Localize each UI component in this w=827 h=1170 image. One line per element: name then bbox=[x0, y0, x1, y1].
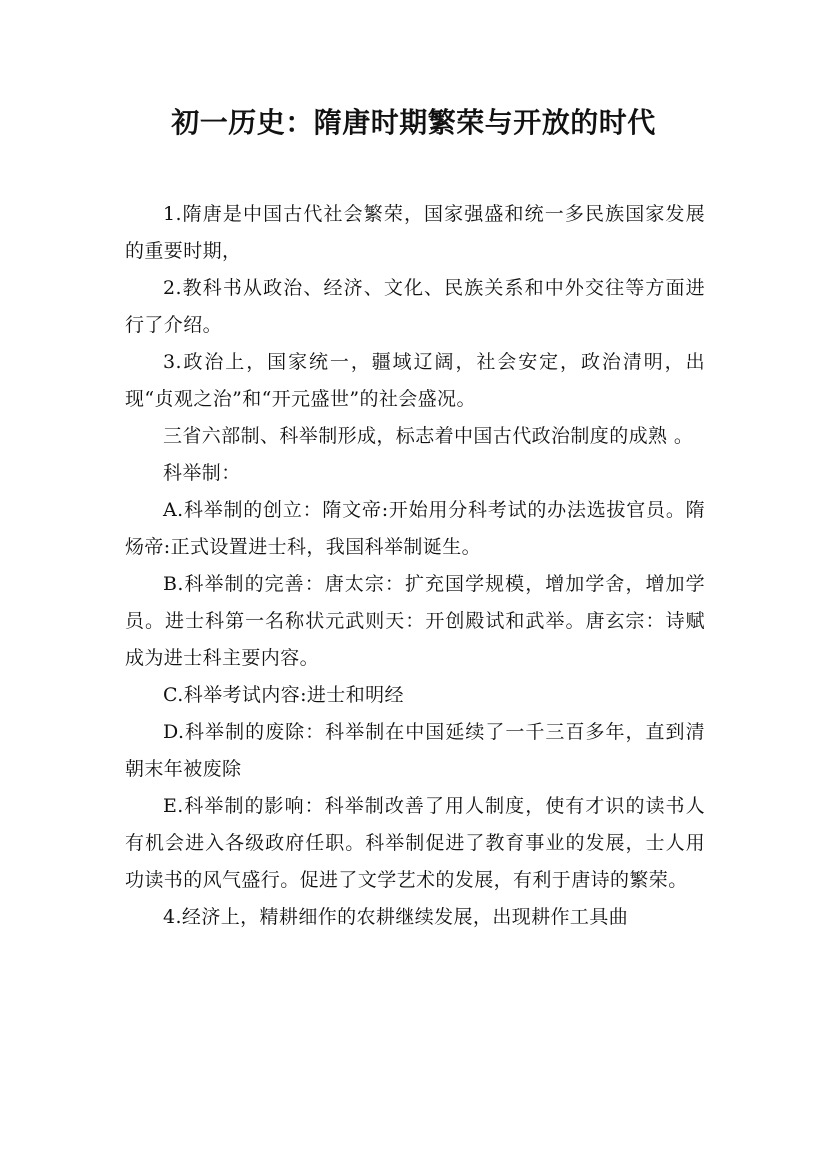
paragraph-8: C.科举考试内容:进士和明经 bbox=[163, 684, 404, 706]
paragraph-2: 2.教科书从政治、经济、文化、民族关系和中外交往等方面进行了介绍。 bbox=[125, 277, 705, 336]
paragraph-4: 三省六部制、科举制形成，标志着中国古代政治制度的成熟 。 bbox=[163, 425, 694, 447]
paragraph-5: 科举制： bbox=[163, 462, 241, 484]
paragraph-6: A.科举制的创立：隋文帝:开始用分科考试的办法选拔官员。隋炀帝:正式设置进士科，我国科举制诞生。 bbox=[125, 499, 705, 558]
paragraph-1: 1.隋唐是中国古代社会繁荣，国家强盛和统一多民族国家发展的重要时期， bbox=[125, 203, 705, 262]
paragraph-9: D.科举制的废除：科举制在中国延续了一千三百多年，直到清朝末年被废除 bbox=[125, 721, 705, 780]
paragraph-11: 4.经济上，精耕细作的农耕继续发展，出现耕作工具曲 bbox=[163, 906, 629, 928]
document-body bbox=[125, 196, 705, 936]
paragraph-10: E.科举制的影响：科举制改善了用人制度，使有才识的读书人有机会进入各级政府任职。科举制促进了教育事业的发展，士人用功读书的风气盛行。促进了文学艺术的发展，有利于唐诗的繁荣。 bbox=[125, 795, 705, 891]
page-title: 初一历史：隋唐时期繁荣与开放的时代 bbox=[171, 106, 656, 139]
paragraph-7: B.科举制的完善：唐太宗：扩充国学规模，增加学舍，增加学员。进士科第一名称状元武则天：开创殿试和武举。唐玄宗：诗赋成为进士科主要内容。 bbox=[125, 573, 705, 669]
paragraph-3: 3.政治上，国家统一，疆域辽阔，社会安定，政治清明，出现“贞观之治”和“开元盛世”的社会盛况。 bbox=[125, 351, 705, 410]
